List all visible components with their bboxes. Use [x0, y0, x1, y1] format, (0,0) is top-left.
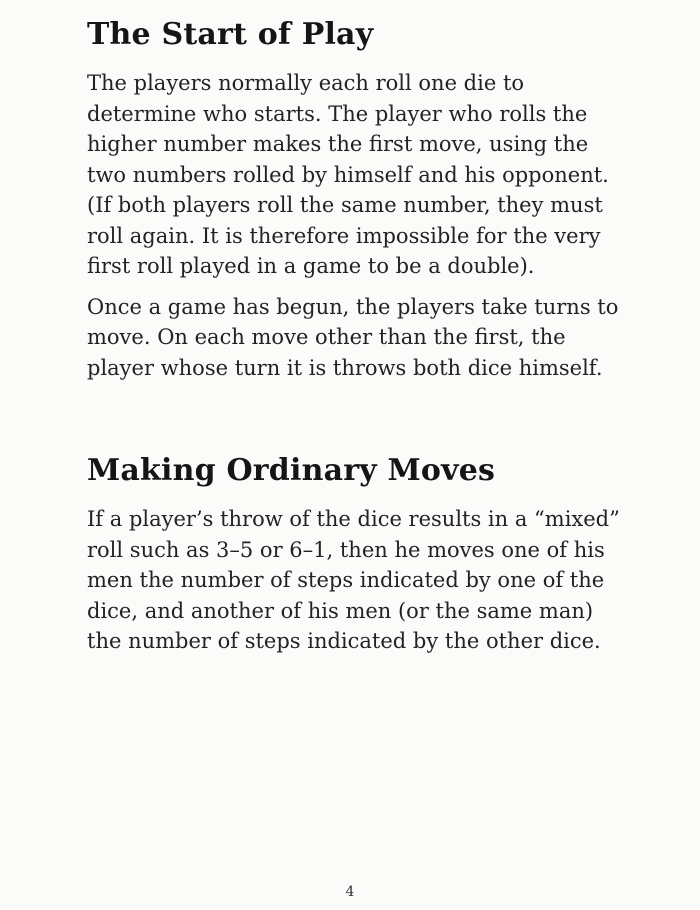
text-line: (If both players roll the same number, they must: [87, 193, 603, 217]
text-line: Once a game has begun, the players take turns to: [87, 294, 619, 319]
section-making-ordinary-moves: [87, 450, 647, 667]
paragraph: [87, 68, 647, 282]
paragraph: [87, 504, 647, 657]
text-line: move. On each move other than the first, the: [87, 325, 566, 349]
page-number: 4: [345, 884, 355, 900]
text-line: dice, and another of his men (or the same man): [87, 598, 594, 623]
text-line: roll such as 3–5 or 6–1, then he moves one of his: [87, 537, 605, 562]
text-line: higher number makes the first move, using the: [87, 132, 589, 156]
text-line: men the number of steps indicated by one of the: [87, 568, 605, 592]
text-line: determine who starts. The player who rolls the: [87, 101, 588, 126]
section-heading: Making Ordinary Moves: [87, 453, 496, 488]
paragraph: [87, 292, 647, 384]
text-line: The players normally each roll one die to: [87, 71, 525, 95]
text-line: player whose turn it is throws both dice himself.: [87, 355, 603, 380]
text-line: first roll played in a game to be a double).: [87, 254, 535, 278]
section-start-of-play: [87, 14, 647, 393]
section-heading: The Start of Play: [87, 17, 374, 52]
text-line: the number of steps indicated by the other dice.: [87, 629, 601, 653]
text-line: If a player’s throw of the dice results in a “mixed”: [87, 507, 620, 531]
text-line: two numbers rolled by himself and his opponent.: [87, 162, 609, 187]
text-line: roll again. It is therefore impossible for the very: [87, 223, 601, 248]
